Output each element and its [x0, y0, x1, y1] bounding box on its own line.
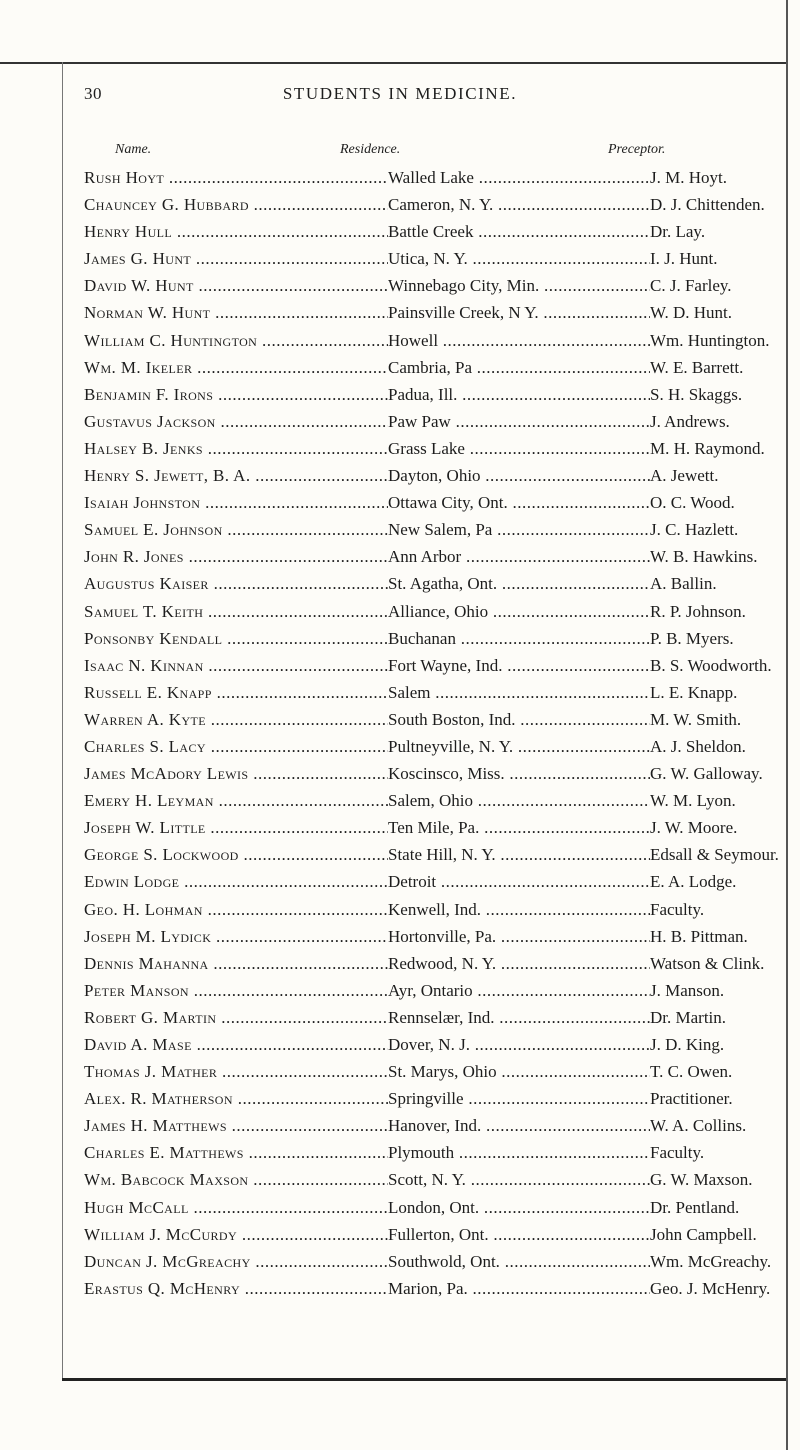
residence: Grass Lake .....	[388, 435, 650, 462]
residence: Utica, N. Y. .....	[388, 245, 650, 272]
student-name: George S. Lockwood .....	[84, 841, 388, 868]
student-name: Ponsonby Kendall .....	[84, 625, 388, 652]
residence: Rennselær, Ind. .....	[388, 1004, 650, 1031]
student-name: David A. Mase .....	[84, 1031, 388, 1058]
preceptor: M. H. Raymond.	[650, 438, 765, 458]
student-name: Emery H. Leyman .....	[84, 787, 388, 814]
student-name: Samuel E. Johnson .....	[84, 516, 388, 543]
student-name: William J. McCurdy .....	[84, 1221, 388, 1248]
preceptor: A. Jewett.	[650, 466, 719, 486]
preceptor: John Campbell.	[650, 1224, 757, 1244]
residence: Pultneyville, N. Y. .....	[388, 733, 650, 760]
residence: Ann Arbor .....	[388, 543, 650, 570]
student-name: David W. Hunt .....	[84, 272, 388, 299]
list-item	[84, 868, 784, 895]
list-item	[84, 896, 784, 923]
residence: Cameron, N. Y. .....	[388, 191, 650, 218]
residence: Redwood, N. Y. .....	[388, 950, 650, 977]
preceptor: J. Andrews.	[650, 411, 730, 431]
preceptor: W. E. Barrett.	[650, 357, 744, 377]
student-name: Samuel T. Keith .....	[84, 598, 388, 625]
student-name: Charles E. Matthews .....	[84, 1139, 388, 1166]
column-header-name: Name.	[115, 142, 152, 157]
list-item	[84, 489, 784, 516]
preceptor: W. M. Lyon.	[650, 791, 736, 811]
residence: Ten Mile, Pa. .....	[388, 814, 650, 841]
residence: Painsville Creek, N Y. .....	[388, 299, 650, 326]
list-item	[84, 652, 784, 679]
student-name: Rush Hoyt .....	[84, 164, 388, 191]
preceptor: E. A. Lodge.	[650, 872, 737, 892]
list-item	[84, 787, 784, 814]
preceptor: J. Manson.	[650, 980, 725, 1000]
preceptor: S. H. Skaggs.	[650, 384, 743, 404]
preceptor: I. J. Hunt.	[650, 249, 718, 269]
student-name: James G. Hunt .....	[84, 245, 388, 272]
student-name: Wm. Babcock Maxson .....	[84, 1166, 388, 1193]
residence: Hortonville, Pa. .....	[388, 923, 650, 950]
list-item	[84, 950, 784, 977]
residence: Howell .....	[388, 327, 650, 354]
page-border-right	[786, 0, 788, 1450]
residence: South Boston, Ind. .....	[388, 706, 650, 733]
residence: New Salem, Pa .....	[388, 516, 650, 543]
student-name: Wm. M. Ikeler .....	[84, 354, 388, 381]
preceptor: Dr. Pentland.	[650, 1197, 740, 1217]
residence: Fullerton, Ont. .....	[388, 1221, 650, 1248]
preceptor: G. W. Galloway.	[650, 764, 763, 784]
student-name: Gustavus Jackson .....	[84, 408, 388, 435]
student-name: Robert G. Martin .....	[84, 1004, 388, 1031]
preceptor: Watson & Clink.	[650, 953, 765, 973]
preceptor: Faculty.	[650, 899, 705, 919]
preceptor: W. A. Collins.	[650, 1116, 747, 1136]
list-item	[84, 1112, 784, 1139]
residence: Buchanan .....	[388, 625, 650, 652]
list-item	[84, 381, 784, 408]
list-item	[84, 327, 784, 354]
list-item	[84, 1085, 784, 1112]
student-name: Russell E. Knapp .....	[84, 679, 388, 706]
list-item	[84, 1004, 784, 1031]
list-item	[84, 462, 784, 489]
page-number: 30	[84, 84, 102, 103]
preceptor: H. B. Pittman.	[650, 926, 748, 946]
list-item	[84, 516, 784, 543]
preceptor: Practitioner.	[650, 1089, 733, 1109]
residence: Plymouth .....	[388, 1139, 650, 1166]
student-name: Chauncey G. Hubbard .....	[84, 191, 388, 218]
student-name: Norman W. Hunt .....	[84, 299, 388, 326]
student-name: Henry S. Jewett, B. A. .....	[84, 462, 388, 489]
preceptor: Wm. Huntington.	[650, 330, 770, 350]
preceptor: J. C. Hazlett.	[650, 520, 739, 540]
residence: Walled Lake .....	[388, 164, 650, 191]
residence: Winnebago City, Min. .....	[388, 272, 650, 299]
student-name: Dennis Mahanna .....	[84, 950, 388, 977]
list-item	[84, 543, 784, 570]
preceptor: M. W. Smith.	[650, 709, 742, 729]
student-name: Warren A. Kyte .....	[84, 706, 388, 733]
list-item	[84, 977, 784, 1004]
list-item	[84, 733, 784, 760]
preceptor: Geo. J. McHenry.	[650, 1278, 771, 1298]
residence: Alliance, Ohio .....	[388, 598, 650, 625]
list-item	[84, 598, 784, 625]
residence: Fort Wayne, Ind. .....	[388, 652, 650, 679]
student-name: Benjamin F. Irons .....	[84, 381, 388, 408]
list-item	[84, 408, 784, 435]
residence: Salem, Ohio .....	[388, 787, 650, 814]
list-item	[84, 1248, 784, 1275]
preceptor: W. B. Hawkins.	[650, 547, 758, 567]
list-item	[84, 570, 784, 597]
residence: Hanover, Ind. .....	[388, 1112, 650, 1139]
residence: Koscinsco, Miss. .....	[388, 760, 650, 787]
residence: State Hill, N. Y. .....	[388, 841, 650, 868]
preceptor: Edsall & Seymour.	[650, 845, 779, 865]
student-name: Isaac N. Kinnan .....	[84, 652, 388, 679]
student-name: Edwin Lodge .....	[84, 868, 388, 895]
student-name: Duncan J. McGreachy .....	[84, 1248, 388, 1275]
preceptor: A. Ballin.	[650, 574, 717, 594]
list-item	[84, 1166, 784, 1193]
student-name: William C. Huntington .....	[84, 327, 388, 354]
residence: Dayton, Ohio .....	[388, 462, 650, 489]
page-border-top	[0, 62, 786, 64]
preceptor: R. P. Johnson.	[650, 601, 746, 621]
residence: Scott, N. Y. .....	[388, 1166, 650, 1193]
preceptor: B. S. Woodworth.	[650, 655, 772, 675]
list-item	[84, 1031, 784, 1058]
list-item	[84, 841, 784, 868]
list-item	[84, 1221, 784, 1248]
preceptor: T. C. Owen.	[650, 1062, 733, 1082]
residence: Padua, Ill. .....	[388, 381, 650, 408]
column-header-preceptor: Preceptor.	[608, 142, 666, 157]
list-item	[84, 1139, 784, 1166]
student-name: Peter Manson .....	[84, 977, 388, 1004]
student-name: John R. Jones .....	[84, 543, 388, 570]
student-name: Joseph W. Little .....	[84, 814, 388, 841]
list-item	[84, 814, 784, 841]
page-border-bottom	[62, 1378, 786, 1381]
student-name: Isaiah Johnston .....	[84, 489, 388, 516]
list-item	[84, 164, 784, 191]
preceptor: Dr. Lay.	[650, 222, 706, 242]
list-item	[84, 1275, 784, 1302]
list-item	[84, 272, 784, 299]
list-item	[84, 1194, 784, 1221]
student-name: Halsey B. Jenks .....	[84, 435, 388, 462]
preceptor: D. J. Chittenden.	[650, 195, 765, 215]
list-item	[84, 923, 784, 950]
list-item	[84, 679, 784, 706]
residence: Ayr, Ontario .....	[388, 977, 650, 1004]
preceptor: J. M. Hoyt.	[650, 168, 727, 187]
residence: Southwold, Ont. .....	[388, 1248, 650, 1275]
student-name: Erastus Q. McHenry .....	[84, 1275, 388, 1302]
list-item	[84, 1058, 784, 1085]
student-name: Geo. H. Lohman .....	[84, 896, 388, 923]
residence: St. Marys, Ohio .....	[388, 1058, 650, 1085]
residence: Marion, Pa. .....	[388, 1275, 650, 1302]
student-name: Thomas J. Mather .....	[84, 1058, 388, 1085]
residence: Detroit .....	[388, 868, 650, 895]
residence: Battle Creek .....	[388, 218, 650, 245]
column-header-residence: Residence.	[340, 142, 401, 157]
preceptor: Wm. McGreachy.	[650, 1251, 772, 1271]
preceptor: G. W. Maxson.	[650, 1170, 753, 1190]
preceptor: C. J. Farley.	[650, 276, 732, 296]
residence: Salem .....	[388, 679, 650, 706]
list-item	[84, 299, 784, 326]
list-item	[84, 191, 784, 218]
residence: Kenwell, Ind. .....	[388, 896, 650, 923]
page-header	[0, 84, 800, 114]
preceptor: J. W. Moore.	[650, 818, 738, 838]
residence: Springville .....	[388, 1085, 650, 1112]
student-list	[84, 164, 784, 1302]
preceptor: J. D. King.	[650, 1035, 725, 1054]
residence: St. Agatha, Ont. .....	[388, 570, 650, 597]
student-name: Charles S. Lacy .....	[84, 733, 388, 760]
student-name: Hugh McCall .....	[84, 1194, 388, 1221]
preceptor: Faculty.	[650, 1143, 705, 1163]
preceptor: A. J. Sheldon.	[650, 736, 746, 756]
residence: Ottawa City, Ont. .....	[388, 489, 650, 516]
residence: London, Ont. .....	[388, 1194, 650, 1221]
residence: Paw Paw .....	[388, 408, 650, 435]
preceptor: O. C. Wood.	[650, 493, 735, 513]
student-name: James McAdory Lewis .....	[84, 760, 388, 787]
student-name: Henry Hull .....	[84, 218, 388, 245]
student-name: Alex. R. Matherson .....	[84, 1085, 388, 1112]
preceptor: L. E. Knapp.	[650, 682, 738, 702]
student-name: Augustus Kaiser .....	[84, 570, 388, 597]
preceptor: Dr. Martin.	[650, 1007, 727, 1027]
preceptor: P. B. Myers.	[650, 628, 734, 648]
list-item	[84, 435, 784, 462]
list-item	[84, 760, 784, 787]
column-headers	[0, 142, 800, 164]
running-head: STUDENTS IN MEDICINE.	[282, 84, 518, 103]
list-item	[84, 354, 784, 381]
page-border-left	[62, 62, 63, 1378]
student-name: James H. Matthews .....	[84, 1112, 388, 1139]
list-item	[84, 706, 784, 733]
list-item	[84, 625, 784, 652]
residence: Dover, N. J. .....	[388, 1031, 650, 1058]
list-item	[84, 245, 784, 272]
preceptor: W. D. Hunt.	[650, 303, 733, 323]
student-name: Joseph M. Lydick .....	[84, 923, 388, 950]
list-item	[84, 218, 784, 245]
residence: Cambria, Pa .....	[388, 354, 650, 381]
